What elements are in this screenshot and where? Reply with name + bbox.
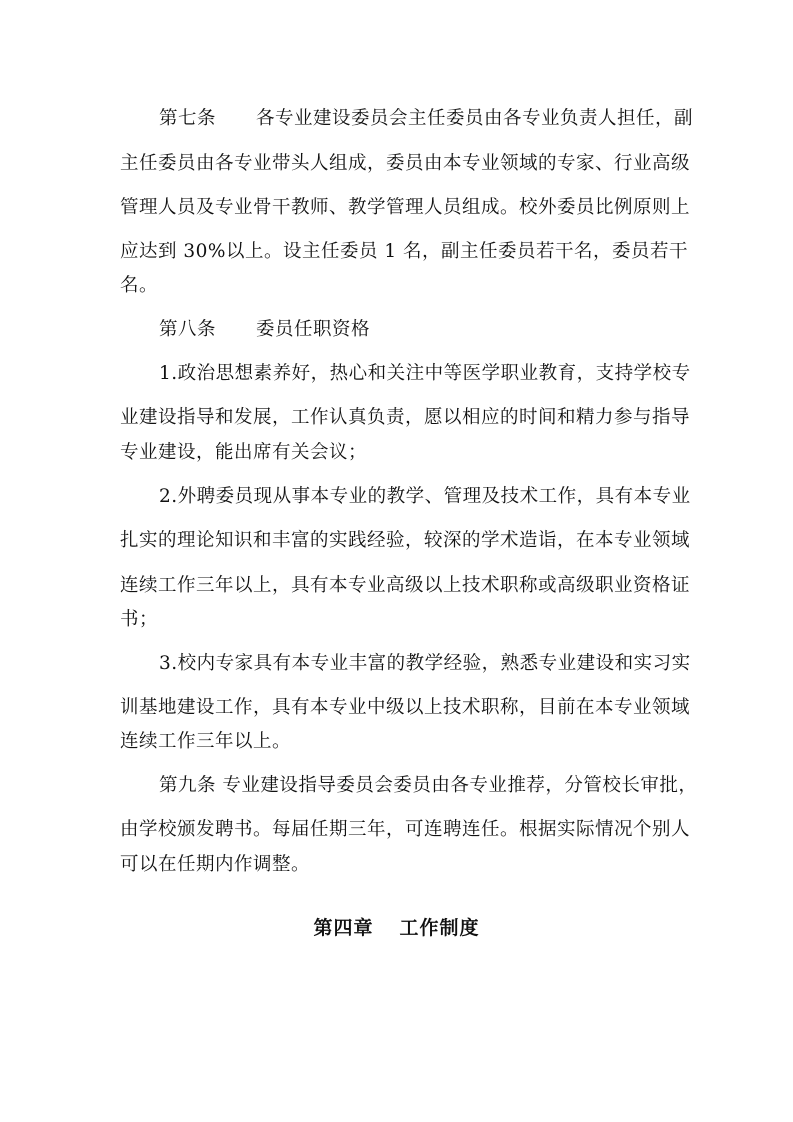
chapter4-heading (0, 916, 793, 940)
article8-item3-line-1: 3.校内专家具有本专业丰富的教学经验，熟悉专业建设和实习实 (159, 653, 691, 674)
article8-label: 第八条 (159, 319, 217, 340)
article7-text-1: 各专业建设委员会主任委员由各专业负责人担任，副 (256, 108, 694, 129)
article8-item2-line-1: 2.外聘委员现从事本专业的教学、管理及技术工作，具有本专业 (159, 486, 691, 507)
article8-item2-line-3: 连续工作三年以上，具有本专业高级以上技术职称或高级职业资格证 (120, 575, 691, 596)
article9-line-1: 第九条 专业建设指导委员会委员由各专业推荐，分管校长审批， (159, 775, 698, 796)
article9-line-2: 由学校颁发聘书。每届任期三年，可连聘连任。根据实际情况个别人 (120, 819, 691, 840)
article7-line-5: 名。 (120, 275, 159, 296)
article8-item1-line-3: 专业建设，能出席有关会议； (120, 442, 368, 463)
article8-heading (159, 318, 680, 342)
article8-item1-line-1: 1.政治思想素养好，热心和关注中等医学职业教育，支持学校专 (159, 363, 691, 384)
article8-item3-line-2: 训基地建设工作，具有本专业中级以上技术职称，目前在本专业领域 (120, 697, 691, 718)
article8-item2-line-2: 扎实的理论知识和丰富的实践经验，较深的学术造诣，在本专业领域 (120, 530, 691, 551)
article8-title: 委员任职资格 (256, 319, 371, 340)
chapter4-number: 第四章 (313, 917, 374, 939)
article8-item3-line-3: 连续工作三年以上。 (120, 731, 292, 752)
article9-line-3: 可以在任期内作调整。 (120, 854, 311, 875)
article8-item2-line-4: 书； (120, 609, 159, 630)
article7-line-1 (159, 107, 694, 131)
article7-label: 第七条 (159, 108, 217, 129)
article8-item1-line-2: 业建设指导和发展，工作认真负责，愿以相应的时间和精力参与指导 (120, 407, 691, 428)
chapter4-title: 工作制度 (399, 917, 480, 939)
article7-line-3: 管理人员及专业骨干教师、教学管理人员组成。校外委员比例原则上 (120, 197, 691, 218)
article7-line-4: 应达到 30%以上。设主任委员 1 名，副主任委员若干名，委员若干 (120, 241, 689, 262)
article7-line-2: 主任委员由各专业带头人组成，委员由本专业领域的专家、行业高级 (120, 153, 691, 174)
